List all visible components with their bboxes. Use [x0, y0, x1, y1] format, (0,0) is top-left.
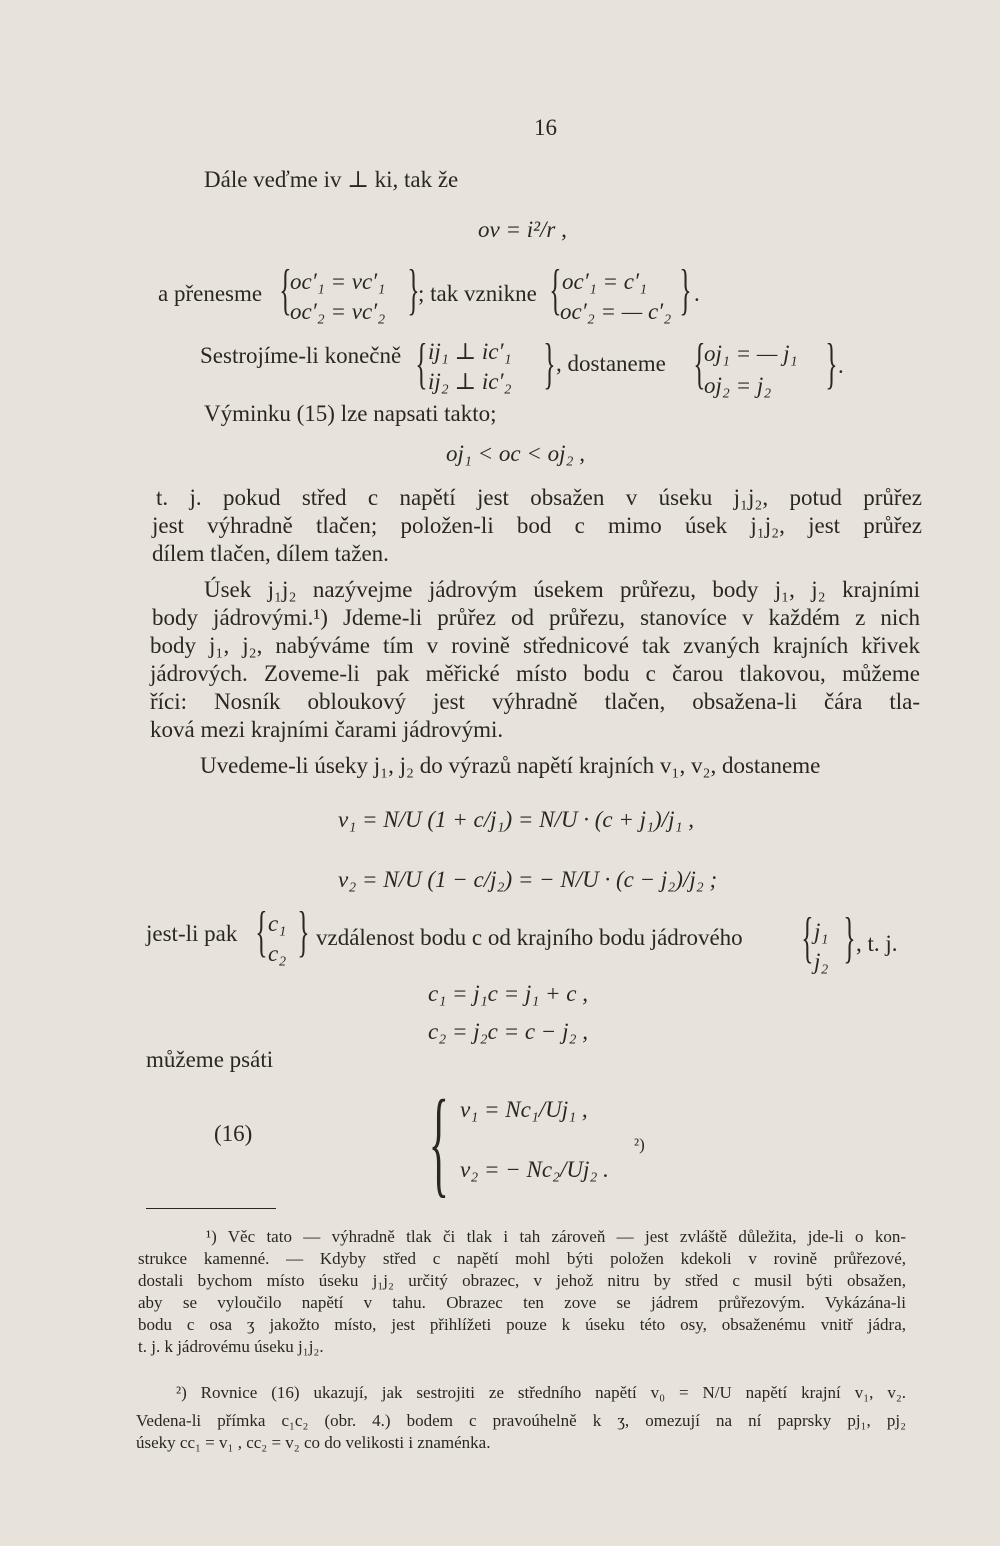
- footnote-2-line-1: ²) Rovnice (16) ukazují, jak sestrojiti ze středního napětí v₀ = N/U napětí krajní v₁, v₂.: [176, 1383, 906, 1402]
- paragraph-2-line-5: říci: Nosník obloukový jest výhradně tlačen, obsažena-li čára tla-: [150, 689, 920, 714]
- left-brace: {: [415, 333, 428, 395]
- paragraph-4-mid: vzdálenost bodu c od krajního bodu jádrového: [316, 925, 743, 950]
- text-line-3-mid: ; tak vznikne: [418, 281, 537, 306]
- paragraph-2-line-1: Úsek j₁j₂ nazývejme jádrovým úsekem průřezu, body j₁, j₂ krajními: [204, 577, 920, 602]
- equation-4a-2: ij₂ ⊥ ic′₂: [428, 369, 512, 394]
- j1-label: j₁: [814, 919, 829, 944]
- equation-4b-1: oj₁ = — j₁: [704, 341, 798, 366]
- equation-16-v1: v₁ = Nc₁/Uj₁ ,: [460, 1097, 588, 1122]
- paragraph-5: můžeme psáti: [146, 1047, 274, 1072]
- right-brace: }: [543, 333, 556, 395]
- j2-label: j₂: [814, 949, 829, 974]
- paragraph-2-line-3: body j₁, j₂, nabýváme tím v rovině střednicové tak zvaných krajních křivek: [150, 633, 920, 658]
- footnote-2-line-3: úseky cc₁ = v₁ , cc₂ = v₂ co do velikosti i znaménka.: [136, 1433, 491, 1452]
- left-brace: {: [279, 259, 292, 321]
- equation-4a-1: ij₁ ⊥ ic′₁: [428, 339, 512, 364]
- equation-number: (16): [214, 1121, 253, 1146]
- c2-label: c₂: [268, 941, 287, 966]
- equation-3a-1: oc′₁ = vc′₁: [290, 269, 386, 294]
- right-brace: }: [843, 907, 856, 969]
- inequality: oj₁ < oc < oj₂ ,: [446, 441, 586, 466]
- paragraph-4-tail: , t. j.: [856, 931, 898, 956]
- paragraph-1-line-1: t. j. pokud střed c napětí jest obsažen v úseku j₁j₂, potud průřez: [156, 485, 922, 510]
- footnote-1-line-6: t. j. k jádrovému úseku j₁j₂.: [138, 1337, 324, 1356]
- left-brace: {: [255, 901, 268, 963]
- paragraph-2-line-4: jádrových. Zoveme-li pak měřické místo bodu c čarou tlakovou, můžeme: [150, 661, 920, 686]
- equation-3a-2: oc′₂ = vc′₂: [290, 299, 386, 324]
- right-brace: }: [407, 259, 420, 321]
- footnote-1-line-3: dostali bychom místo úseku j₁j₂ určitý obrazec, v jehož nitru by střed c musil býti obsažen,: [138, 1271, 906, 1290]
- paragraph-1-line-2: jest výhradně tlačen; položen-li bod c mimo úsek j₁j₂, jest průřez: [152, 513, 922, 538]
- right-brace: }: [297, 901, 310, 963]
- footnote-1-line-2: strukce kamenné. — Kdyby střed c napětí mohl býti položen kdekoli v rovině průřezové,: [138, 1249, 906, 1268]
- c1-label: c₁: [268, 911, 287, 936]
- equation-c1: c₁ = j₁c = j₁ + c ,: [428, 981, 588, 1006]
- equation-v2: v₂ = N/U (1 − c/j₂) = − N/U · (c − j₂)/j₂ ;: [338, 867, 718, 892]
- paragraph-1-line-3: dílem tlačen, dílem tažen.: [152, 541, 389, 566]
- footnote-2-line-2: Vedena-li přímka c₁c₂ (obr. 4.) bodem c pravoúhelně k ʒ, omezují na ní paprsky pj₁, pj₂: [136, 1411, 906, 1430]
- text-line-4-mid: , dostaneme: [556, 351, 666, 376]
- equation-3b-1: oc′₁ = c′₁: [562, 269, 647, 294]
- equation-v1: v₁ = N/U (1 + c/j₁) = N/U · (c + j₁)/j₁ ,: [338, 807, 694, 832]
- left-brace: {: [693, 333, 706, 395]
- footnote-marker-2: ²): [634, 1135, 645, 1154]
- equation-4b-2: oj₂ = j₂: [704, 373, 772, 398]
- paragraph-2-line-6: ková mezi krajními čarami jádrovými.: [150, 717, 504, 742]
- page-number: 16: [534, 115, 557, 140]
- footnote-1-line-5: bodu c osa ʒ jakožto místo, jest přihlížeti pouze k úseku této osy, obsaženému vnitř jádra,: [138, 1315, 906, 1334]
- right-brace: }: [679, 259, 692, 321]
- text-line-3-lead: a přenesme: [158, 281, 263, 306]
- right-brace: }: [825, 333, 838, 395]
- equation-3b-2: oc′₂ = — c′₂: [560, 299, 672, 324]
- paragraph-4-lead: jest-li pak: [146, 921, 238, 946]
- footnote-1-line-1: ¹) Věc tato — výhradně tlak či tlak i tah zároveň — jest zvláště důležita, jde-li o kon-: [206, 1227, 906, 1246]
- equation-16-v2: v₂ = − Nc₂/Uj₂ .: [460, 1157, 609, 1182]
- footnote-separator: [146, 1208, 276, 1209]
- system-brace: {: [428, 1075, 449, 1208]
- book-page: 16 Dále veďme iv ⊥ ki, tak že ov = i²/r , a přenesme { oc′₁ = vc′₁ oc′₂ = vc′₂ } ; tak vznikne { oc′₁ = c′₁ oc′₂ = — c′₂ } . Sestrojíme-li konečně { ij₁ ⊥ ic′₁ ij₂ ⊥ ic′₂ } , dostaneme { oj₁ = — j₁ oj₂ = j₂ } . Výminku (15) lze napsati takto; oj₁ < oc < oj₂ , t. j. pokud střed c napětí jest obsažen v úseku j₁j₂, potud průřez jest výhradně tlačen; položen-li bod c mimo úsek j₁j₂, jest průřez dílem tlačen, dílem tažen. Úsek j₁j₂ nazývejme jádrovým úsekem průřezu, body j₁, j₂ krajními body jádrovými.¹) Jdeme-li průřez od průřezu, stanovíce v každém z nich body j₁, j₂, nabýváme tím v rovině střednicové tak zvaných krajních křivek jádrových. Zoveme-li pak měřické místo bodu c čarou tlakovou, můžeme říci: Nosník obloukový jest výhradně tlačen, obsažena-li čára tla- ková mezi krajními čarami jádrovými. Uvedeme-li úseky j₁, j₂ do výrazů napětí krajních v₁, v₂, dostaneme v₁ = N/U (1 + c/j₁) = N/U · (c + j₁)/j₁ , v₂ = N/U (1 − c/j₂) = − N/U · (c − j₂)/j₂ ; jest-li pak { c₁ c₂ } vzdálenost bodu c od krajního bodu jádrového { j₁ j₂ } , t. j. c₁ = j₁c = j₁ + c , c₂ = j₂c = c − j₂ , můžeme psáti (16) { v₁ = Nc₁/Uj₁ , v₂ = − Nc₂/Uj₂ . ²) ¹) Věc tato — výhradně tlak či tlak i tah zároveň — jest zvláště důležita, jde-li o kon- strukce kamenné. — Kdyby střed c napětí mohl býti položen kdekoli v rovině průřezové, dostali bychom místo úseku j₁j₂ určitý obrazec, v jehož nitru by střed c musil býti obsažen, aby se vyloučilo napětí v tahu. Obrazec ten zove se jádrem průřezovým. Vykázána-li bodu c osa ʒ jakožto místo, jest přihlížeti pouze k úseku této osy, obsaženému vnitř jádra, t. j. k jádrovému úseku j₁j₂. ²) Rovnice (16) ukazují, jak sestrojiti ze středního napětí v₀ = N/U napětí krajní v₁, v₂. Vedena-li přímka c₁c₂ (obr. 4.) bodem c pravoúhelně k ʒ, omezují na ní paprsky pj₁, pj₂ úseky cc₁ = v₁ , cc₂ = v₂ co do velikosti i znaménka.: [136, 115, 922, 1452]
- text-line-4-lead: Sestrojíme-li konečně: [200, 343, 402, 368]
- text-line-1: Dále veďme iv ⊥ ki, tak že: [204, 167, 459, 192]
- footnote-1-line-4: aby se vyloučilo napětí v tahu. Obrazec ten zove se jádrem průřezovým. Vykázána-li: [138, 1293, 906, 1312]
- equation-ov: ov = i²/r ,: [478, 217, 567, 242]
- left-brace: {: [549, 259, 562, 321]
- paragraph-3: Uvedeme-li úseky j₁, j₂ do výrazů napětí krajních v₁, v₂, dostaneme: [200, 753, 821, 778]
- equation-c2: c₂ = j₂c = c − j₂ ,: [428, 1019, 588, 1044]
- left-brace: {: [801, 907, 814, 969]
- paragraph-2-line-2: body jádrovými.¹) Jdeme-li průřez od průřezu, stanovíce v každém z nich: [152, 605, 920, 630]
- text-line-5: Výminku (15) lze napsati takto;: [204, 401, 497, 426]
